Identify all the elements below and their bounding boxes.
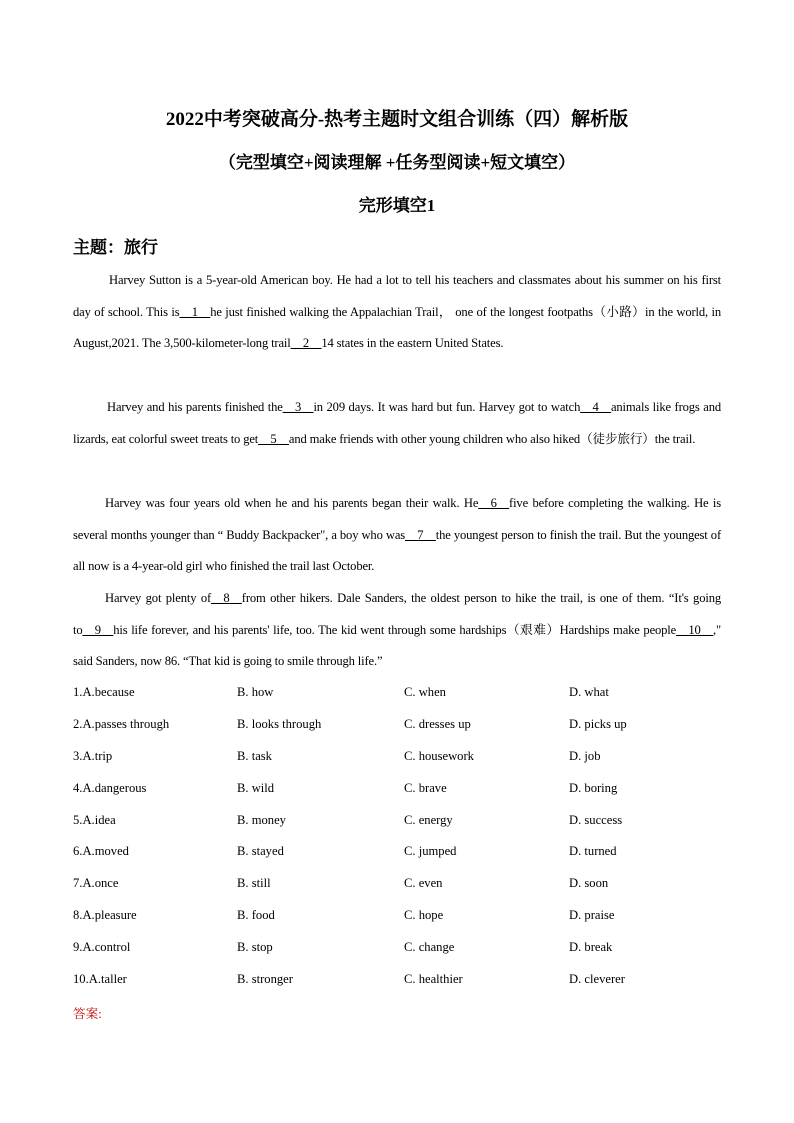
passage-paragraph-1 xyxy=(73,265,721,360)
blank-6: __6__ xyxy=(478,496,510,510)
option-row xyxy=(73,711,733,743)
document-subtitle: （完型填空+阅读理解 +任务型阅读+短文填空） xyxy=(218,153,576,172)
option-b: B. wild xyxy=(237,780,275,795)
option-row xyxy=(73,679,733,711)
passage-text: from other hikers. Dale Sanders, the oldest person to hike the trail, is one of them. “It's going to xyxy=(73,591,721,637)
passage-text: in 209 days. It was hard but fun. Harvey got to watch xyxy=(313,400,581,414)
option-d: D. turned xyxy=(569,844,617,859)
blank-4: __4__ xyxy=(580,400,611,414)
passage-text: Harvey Sutton is a 5-year-old American boy. He had a lot to tell his teachers and classmates about his summer on his first day of school. This is xyxy=(73,273,721,319)
option-a: 5.A.idea xyxy=(73,812,116,827)
option-row xyxy=(73,870,733,902)
blank-8: __8__ xyxy=(211,591,242,605)
option-c: C. hope xyxy=(404,908,444,923)
option-a: 4.A.dangerous xyxy=(73,780,147,795)
option-b: B. still xyxy=(237,876,271,891)
option-row xyxy=(73,807,733,839)
option-row xyxy=(73,775,733,807)
option-c: C. housework xyxy=(404,748,474,763)
passage-text: five before completing the walking. He is several months younger than “ Buddy Backpacker", a boy who was xyxy=(73,496,721,542)
passage-paragraph-3 xyxy=(73,488,721,583)
blank-1: __1__ xyxy=(179,304,211,319)
option-b: B. stop xyxy=(237,940,273,955)
passage-text: he just finished walking the Appalachian Trail， one of the longest footpaths（小路）in the world, in August,2021. The 3,500-kilometer-long trail xyxy=(73,304,722,351)
option-b: B. task xyxy=(237,748,272,763)
blank-9: __9__ xyxy=(82,622,114,637)
options-list xyxy=(73,679,733,998)
option-a: 1.A.because xyxy=(73,685,135,699)
passage-text: and make friends with other young children who also hiked（徒步旅行）the trail. xyxy=(288,431,696,446)
option-b: B. stronger xyxy=(237,972,293,987)
option-c: C. even xyxy=(404,876,443,891)
option-d: D. praise xyxy=(569,908,615,923)
option-d: D. what xyxy=(569,685,609,699)
passage-text: animals like frogs and lizards, eat colorful sweet treats to get xyxy=(73,400,721,446)
option-d: D. break xyxy=(569,940,613,955)
blank-10: __10__ xyxy=(676,622,713,637)
option-b: B. stayed xyxy=(237,844,284,859)
option-a: 7.A.once xyxy=(73,876,119,891)
option-b: B. looks through xyxy=(237,716,322,731)
passage-text: Harvey and his parents finished the xyxy=(107,400,283,414)
option-row xyxy=(73,838,733,870)
section-heading: 完形填空1 xyxy=(358,196,436,215)
blank-3: __3__ xyxy=(282,400,314,414)
option-a: 3.A.trip xyxy=(73,748,113,763)
option-a: 2.A.passes through xyxy=(73,716,170,731)
option-c: C. change xyxy=(404,940,455,955)
option-c: C. healthier xyxy=(404,972,463,987)
option-a: 6.A.moved xyxy=(73,844,129,859)
passage-text: ," said Sanders, now 86. “That kid is going to smile through life.” xyxy=(73,622,721,669)
option-d: D. job xyxy=(569,748,601,763)
option-c: C. energy xyxy=(404,812,453,827)
option-c: C. jumped xyxy=(404,844,457,859)
blank-7: __7__ xyxy=(405,527,436,542)
option-a: 10.A.taller xyxy=(73,972,127,987)
passage-text: his life forever, and his parents' life, too. The kid went through some hardships（艰难）Hardships make people xyxy=(113,622,677,637)
option-d: D. success xyxy=(569,812,623,827)
option-d: D. soon xyxy=(569,876,609,891)
passage-text: the youngest person to finish the trail. But the youngest of all now is a 4-year-old girl who finished the trail last October. xyxy=(73,527,721,574)
option-row xyxy=(73,743,733,775)
option-row xyxy=(73,966,733,998)
option-c: C. brave xyxy=(404,780,447,795)
option-d: D. boring xyxy=(569,780,618,795)
option-row xyxy=(73,902,733,934)
option-c: C. when xyxy=(404,685,446,699)
passage-paragraph-4 xyxy=(73,583,721,678)
option-d: D. cleverer xyxy=(569,972,625,987)
option-a: 9.A.control xyxy=(73,940,131,955)
passage-text: Harvey got plenty of xyxy=(105,591,212,605)
passage-paragraph-2 xyxy=(73,392,721,455)
passage-text: Harvey was four years old when he and his parents began their walk. He xyxy=(105,496,479,510)
option-b: B. food xyxy=(237,908,275,923)
document-title: 2022中考突破高分-热考主题时文组合训练（四）解析版 xyxy=(165,109,629,130)
topic-heading: 主题：旅行 xyxy=(73,238,158,257)
option-b: B. money xyxy=(237,812,286,827)
answer-label: 答案: xyxy=(73,1007,102,1021)
blank-2: __2__ xyxy=(290,336,322,351)
option-c: C. dresses up xyxy=(404,716,471,731)
passage-text: 14 states in the eastern United States. xyxy=(321,336,504,351)
option-row xyxy=(73,934,733,966)
option-d: D. picks up xyxy=(569,716,627,731)
blank-5: __5__ xyxy=(258,431,289,446)
option-a: 8.A.pleasure xyxy=(73,908,137,923)
option-b: B. how xyxy=(237,685,274,699)
